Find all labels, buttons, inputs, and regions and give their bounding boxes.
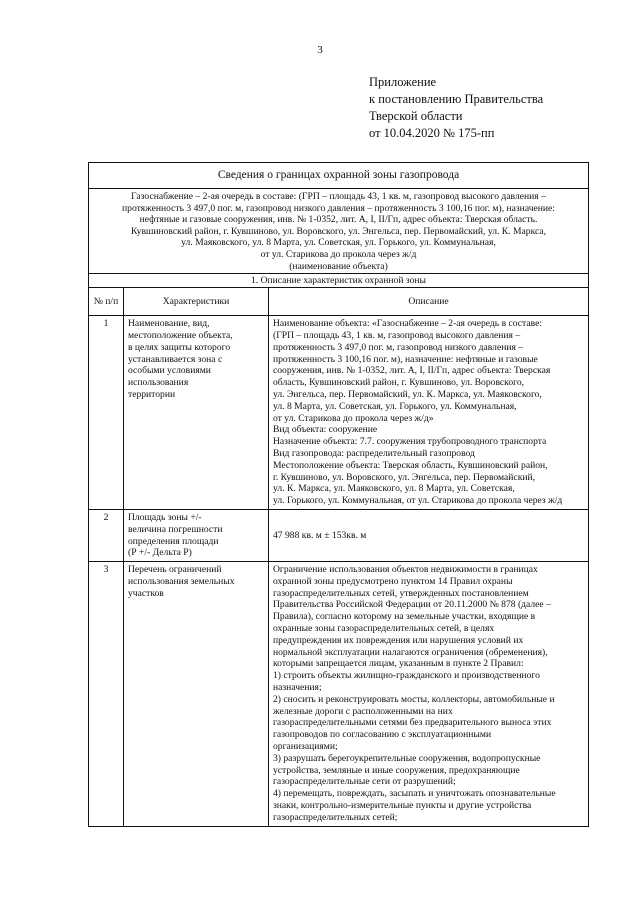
row-description [269,510,588,561]
row-characteristics [124,316,269,509]
object-line: ул. Маяковского, ул. 8 Марта, ул. Советская, ул. Горького, ул. Коммунальная, [181,237,496,249]
text-line: величина погрешности [128,523,223,535]
text-line: использования [128,377,189,389]
text-line: от ул. Старикова до прокола через ж/д» [273,412,434,424]
object-name-block [89,189,588,274]
row-description [269,562,588,826]
text-line: назначения; [273,682,322,694]
object-line: протяженность 3 497,0 пог. м, газопровод низкого давления – протяженность 3 100,16 пог. м), назначение: [122,202,555,214]
text-line: Перечень ограничений [128,564,222,576]
header-characteristics: Характеристики [124,288,269,315]
table-row [89,562,588,826]
text-line: ул. 8 Марта, ул. Советская, ул. Горького, ул. Коммунальная, [273,400,517,412]
text-line: территории [128,388,176,400]
zone-table [88,162,589,827]
text-line: ул. Энгельса, пер. Первомайский, ул. К. Маркса, ул. Маяковского, [273,388,542,400]
text-line: Вид газопровода: распределительный газопровод [273,447,475,459]
text-line: Вид объекта: сооружение [273,424,378,436]
text-line: 3) разрушать берегоукрепительные сооружения, водопропускные [273,752,541,764]
text-line: которыми запрещается лицам, указанным в пункте 2 Правил: [273,658,524,670]
text-line: Наименование, вид, [128,318,210,330]
text-line: определения площади [128,535,219,547]
text-line: сооружения, инв. № 1-0352, лит. А, I, II/Гп, адрес объекта: Тверская [273,365,551,377]
object-line: от ул. Старикова до прокола через ж/д [260,248,417,260]
object-line: нефтяные и газовые сооружения, инв. № 1-0352, лит. А, I, II/Гп, адрес объекта: Тверская область. [139,214,538,226]
section-title: 1. Описание характеристик охранной зоны [89,274,588,288]
page-number: 3 [317,44,323,56]
text-line: местоположение объекта, [128,329,233,341]
text-line: газораспределительных сетей, утвержденных постановлением [273,587,529,599]
text-line: участков [128,587,164,599]
object-caption: (наименование объекта) [289,260,388,272]
text-line: организациями; [273,741,338,753]
appendix-line: от 10.04.2020 № 175-пп [369,126,495,140]
row-characteristics [124,562,269,826]
table-row [89,510,588,562]
text-line: ул. К. Маркса, ул. Маяковского, ул. 8 Марта, ул. Советская, [273,483,515,495]
text-line: Местоположение объекта: Тверская область, Кувшиновский район, [273,459,548,471]
text-line: устройства, земляные и иные сооружения, предохраняющие [273,764,520,776]
text-line: 47 988 кв. м ± 153кв. м [273,529,367,541]
text-line: предупреждения их повреждения или нарушения условий их [273,634,524,646]
row-num: 3 [89,562,124,826]
text-line: 4) перемещать, повреждать, засыпать и уничтожать опознавательные [273,788,556,800]
object-line: Газоснабжение – 2-ая очередь в составе: (ГРП – площадь 43, 1 кв. м, газопровод высокого давления – [131,191,546,202]
text-line: Наименование объекта: «Газоснабжение – 2-ая очередь в составе: [273,318,543,330]
text-line: Назначение объекта: 7.7. сооружения трубопроводного транспорта [273,436,547,448]
row-description [269,316,588,509]
text-line: протяженность 3 497,0 пог. м, газопровод низкого давления – [273,341,524,353]
appendix-line: к постановлению Правительства [369,92,544,106]
text-line: (ГРП – площадь 43, 1 кв. м, газопровод высокого давления – [273,329,521,341]
text-line: знаки, контрольно-измерительные пункты и другие устройства [273,800,532,812]
text-line: газораспределительными сетями без предварительного выноса этих [273,717,552,729]
appendix-header [369,74,543,142]
text-line: 1) строить объекты жилищно-гражданского и производственного [273,670,540,682]
row-num: 1 [89,316,124,509]
text-line: охранные зоны газораспределительных сетей, в целях [273,623,495,635]
table-title: Сведения о границах охранной зоны газопровода [89,163,588,189]
text-line: газопроводов по согласованию с эксплуатационными [273,729,492,741]
text-line: газораспределительные сети от разрушений; [273,776,456,788]
text-line: г. Кувшиново, ул. Воровского, ул. Энгельса, пер. Первомайский, [273,471,536,483]
row-characteristics [124,510,269,561]
text-line: использования земельных [128,575,235,587]
text-line: нормальной эксплуатации налагаются ограничения (обременения), [273,646,548,658]
appendix-line: Тверской области [369,109,463,123]
text-line: Ограничение использования объектов недвижимости в границах [273,564,538,576]
text-line: ул. Горького, ул. Коммунальная, от ул. Старикова до прокола через ж/д [273,495,563,507]
text-line: (Р +/- Дельта Р) [128,547,192,559]
table-header-row [89,288,588,316]
text-line: газораспределительных сетей; [273,811,398,823]
text-line: протяженность 3 100,16 пог. м), назначение: нефтяные и газовые [273,353,538,365]
row-num: 2 [89,510,124,561]
header-num: № п/п [89,288,124,315]
text-line: Площадь зоны +/- [128,511,202,523]
text-line: Правила), согласно которому на земельные участки, входящие в [273,611,536,623]
object-line: Кувшиновский район, г. Кувшиново, ул. Воровского, ул. Энгельса, пер. Первомайский, ул. К. Маркса, [130,225,547,237]
text-line: охранной зоны предусмотрено пунктом 14 Правил охраны [273,575,513,587]
text-line: особыми условиями [128,365,211,377]
table-row [89,316,588,510]
header-description: Описание [408,295,449,307]
text-line: 2) сносить и реконструировать мосты, коллекторы, автомобильные и [273,693,555,705]
text-line: железные дороги с расположенными на них [273,705,453,717]
text-line: область, Кувшиновский район, г. Кувшиново, ул. Воровского, [273,377,525,389]
characteristics-grid [89,288,588,825]
text-line: в целях защиты которого [128,341,231,353]
appendix-line: Приложение [369,75,437,89]
text-line: Правительства Российской Федерации от 20.11.2000 № 878 (далее – [273,599,551,611]
text-line: устанавливается зона с [128,353,223,365]
